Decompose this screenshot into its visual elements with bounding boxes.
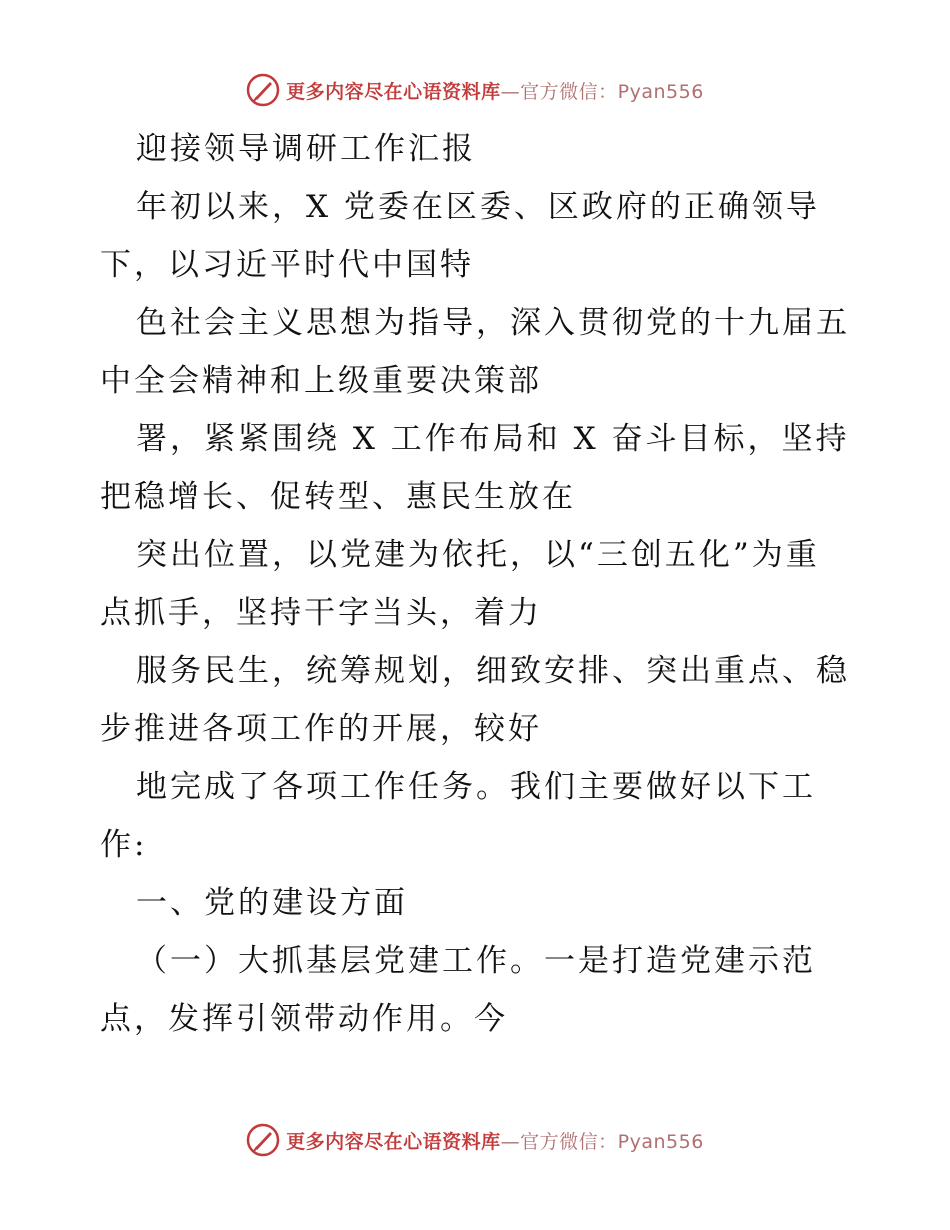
document-line: 服务民生，统筹规划，细致安排、突出重点、稳 [136, 653, 850, 689]
document-line: 作: [100, 827, 148, 863]
document-line: 中全会精神和上级重要决策部 [100, 363, 542, 399]
document-body [100, 120, 860, 1048]
watermark-brand: 更多内容尽在心语资料库 [286, 80, 501, 103]
footer-watermark [0, 1120, 950, 1160]
document-line: 色社会主义思想为指导，深入贯彻党的十九届五 [136, 305, 850, 341]
document-line: 下，以习近平时代中国特 [100, 247, 474, 283]
document-line: 年初以来，X 党委在区委、区政府的正确领导 [136, 189, 820, 225]
document-line: （一）大抓基层党建工作。一是打造党建示范 [136, 943, 816, 979]
document-line: 点，发挥引领带动作用。今 [100, 1001, 508, 1037]
document-line: 步推进各项工作的开展，较好 [100, 711, 542, 747]
header-watermark [0, 70, 950, 110]
document-line: 一、党的建设方面 [136, 885, 408, 921]
document-line: 地完成了各项工作任务。我们主要做好以下工 [136, 769, 816, 805]
document-line: 迎接领导调研工作汇报 [136, 131, 476, 167]
document-line: 把稳增长、促转型、惠民生放在 [100, 479, 576, 515]
watermark-text [286, 77, 704, 104]
watermark-brand: 更多内容尽在心语资料库 [286, 1130, 501, 1153]
document-line: 突出位置，以党建为依托，以“三创五化”为重 [136, 537, 820, 573]
watermark-text [286, 1127, 704, 1154]
watermark-contact: —官方微信：Pyan556 [500, 80, 704, 103]
document-line: 署，紧紧围绕 X 工作布局和 X 奋斗目标，坚持 [136, 421, 850, 457]
quill-pen-icon [246, 1123, 280, 1157]
document-line: 点抓手，坚持干字当头，着力 [100, 595, 542, 631]
quill-pen-icon [246, 73, 280, 107]
watermark-contact: —官方微信：Pyan556 [500, 1130, 704, 1153]
